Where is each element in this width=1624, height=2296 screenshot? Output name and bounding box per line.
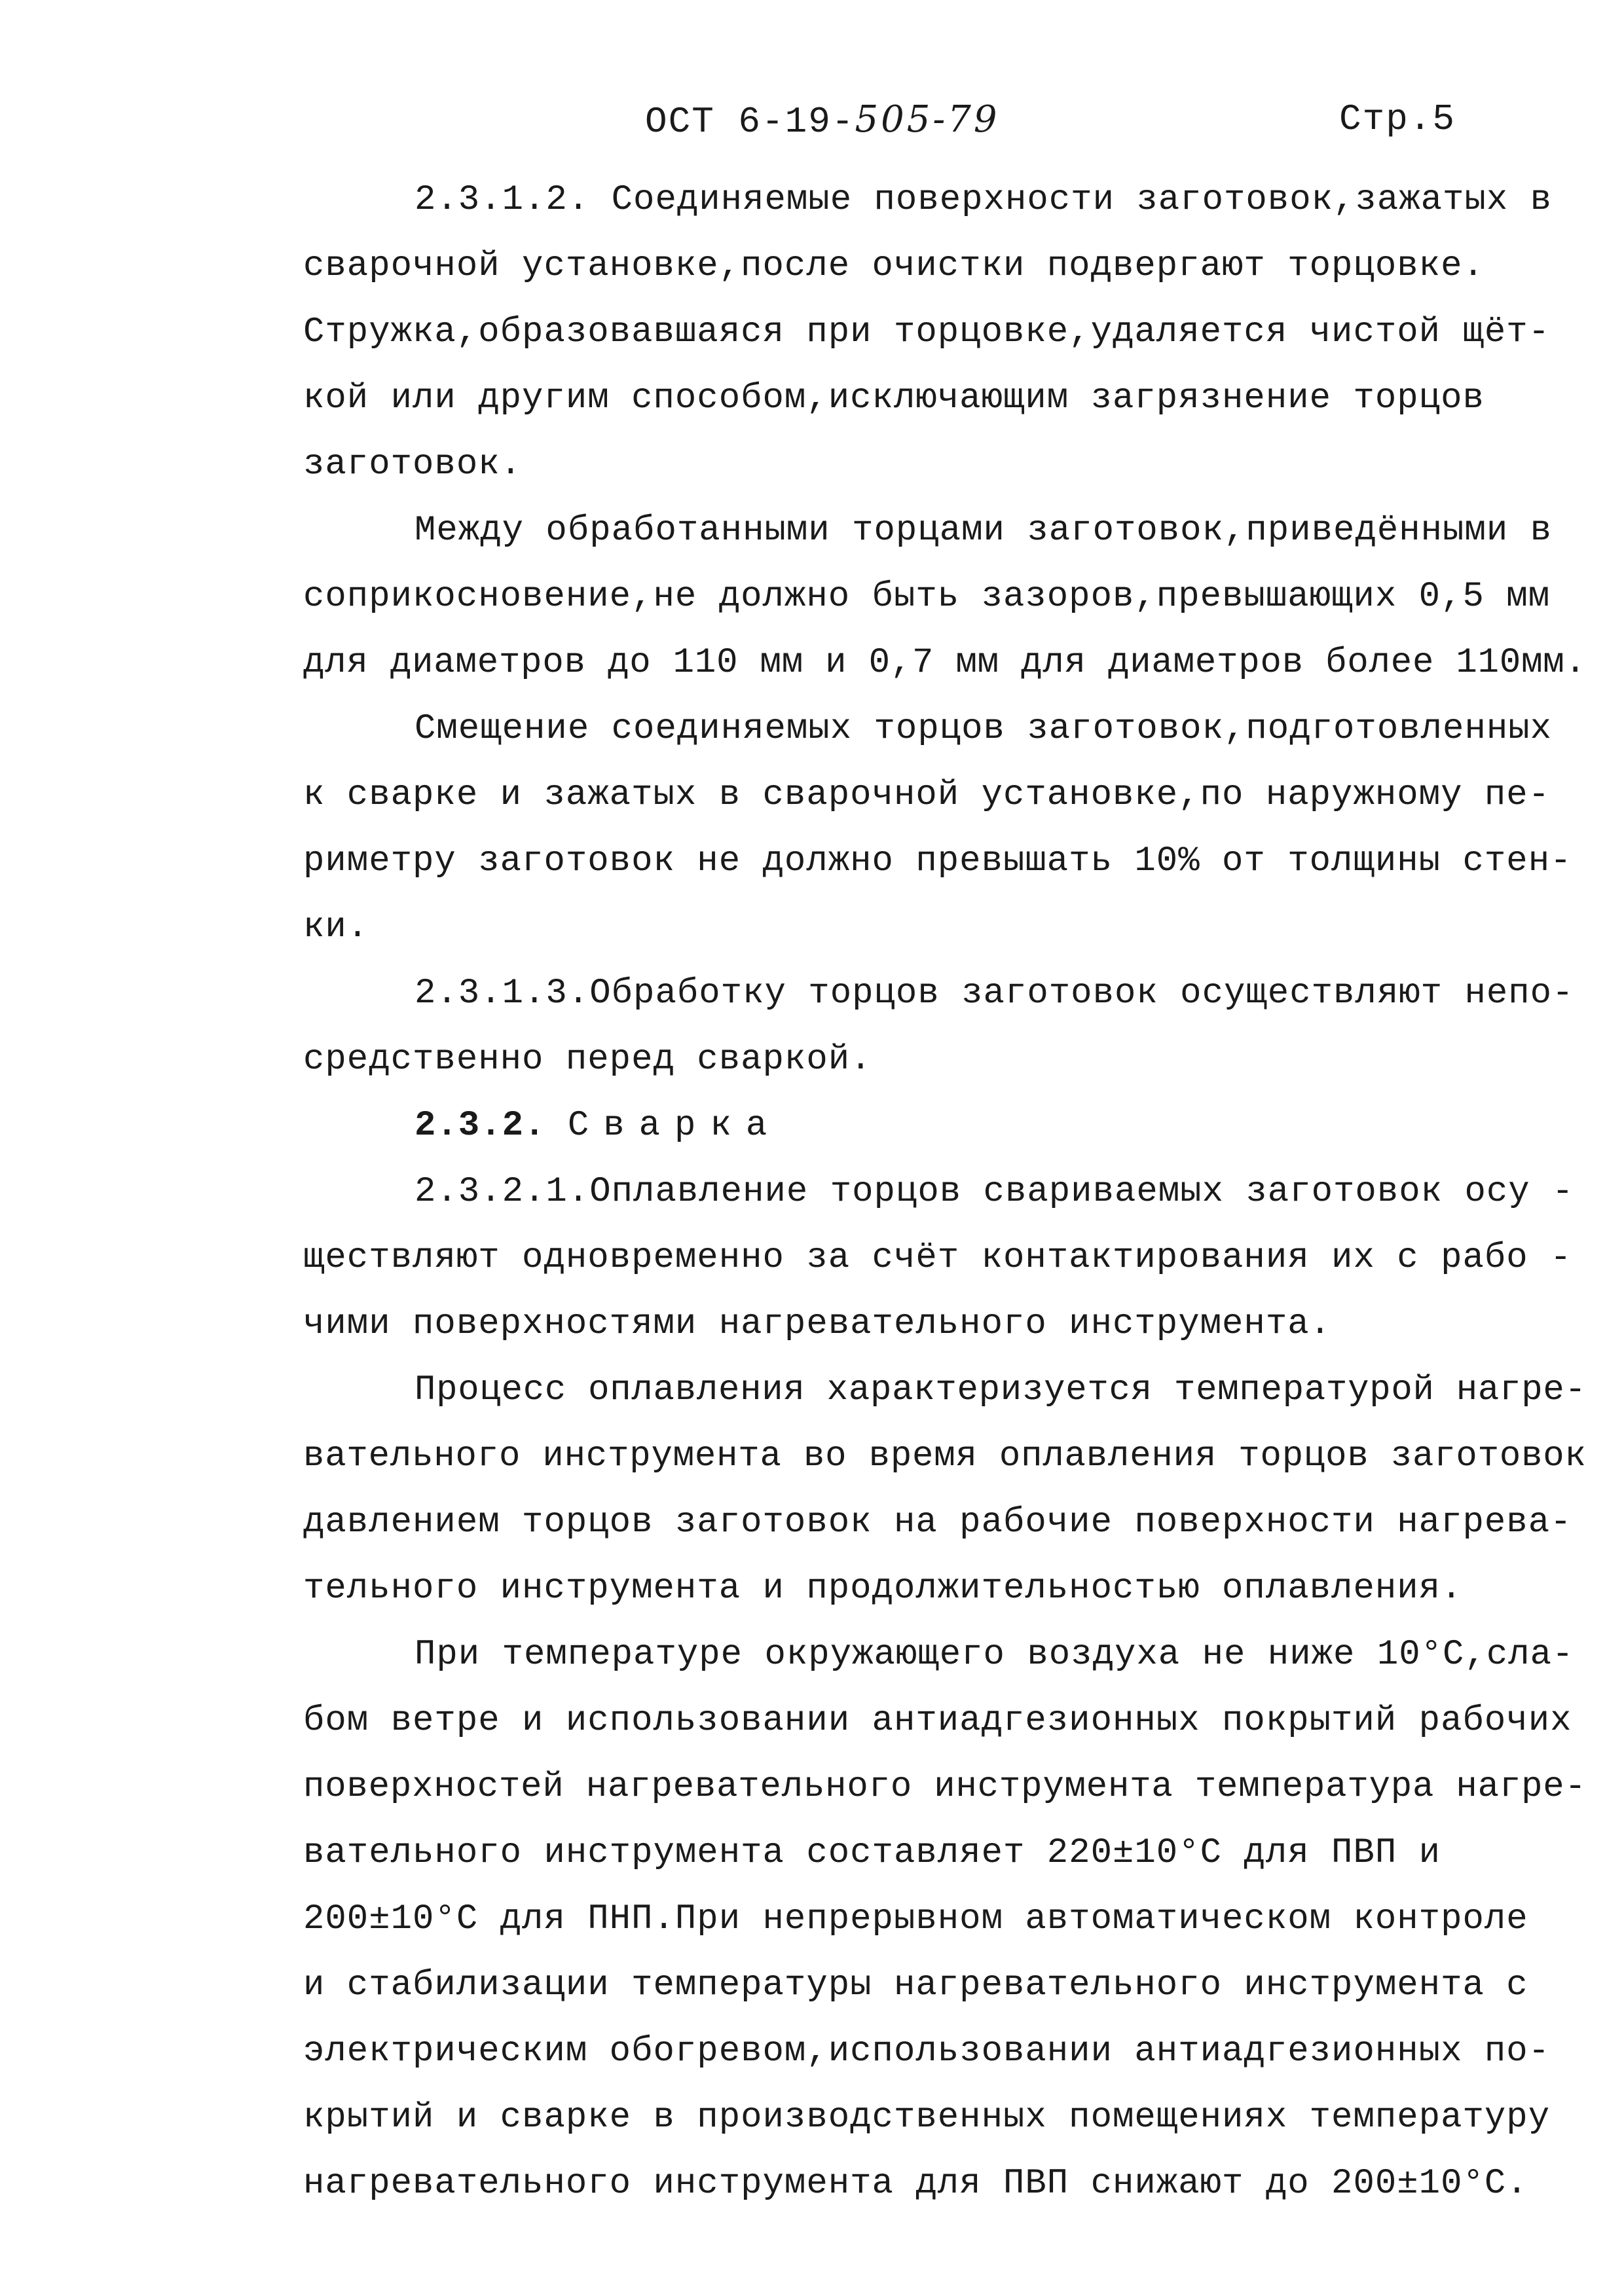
- text-line: электрическим обогревом,использовании антиадгезионных по-: [303, 2032, 1551, 2071]
- paragraph-gap-tolerance: [303, 498, 1587, 696]
- text-line: кой или другим способом,исключающим загрязнение торцов: [303, 378, 1485, 418]
- text-line: При температуре окружающего воздуха не ниже 10°С,сла-: [415, 1635, 1574, 1675]
- text-line: 2.3.2.1.Оплавление торцов свариваемых заготовок осу -: [415, 1172, 1574, 1212]
- text-line: 2.3.1.2. Соединяемые поверхности заготовок,зажатых в: [415, 180, 1553, 220]
- text-line: давлением торцов заготовок на рабочие поверхности нагрева-: [303, 1503, 1572, 1542]
- standard-number-printed: ОСТ 6-19-: [645, 101, 855, 143]
- paragraph-2-3-2-1: [303, 1159, 1587, 1357]
- section-heading: [303, 1093, 1587, 1159]
- page-header: [0, 98, 1624, 157]
- text-line: Между обработанными торцами заготовок,приведёнными в: [415, 511, 1553, 551]
- text-line: Смещение соединяемых торцов заготовок,подготовленных: [415, 709, 1553, 749]
- text-line: Стружка,образовавшаяся при торцовке,удаляется чистой щёт-: [303, 312, 1551, 352]
- paragraph-temperature: [303, 1622, 1587, 2217]
- paragraph-melting-process: [303, 1357, 1587, 1622]
- text-line: вательного инструмента во время оплавления торцов заготовок: [303, 1436, 1587, 1476]
- text-line: 200±10°С для ПНП.При непрерывном автоматическом контроле: [303, 1899, 1528, 1939]
- text-line: бом ветре и использовании антиадгезионных покрытий рабочих: [303, 1701, 1572, 1741]
- text-line: 2.3.1.3.Обработку торцов заготовок осуществляют непо-: [415, 974, 1574, 1013]
- text-line: средственно перед сваркой.: [303, 1040, 872, 1080]
- paragraph-2-3-1-2: [303, 167, 1587, 498]
- text-line: ки.: [303, 907, 369, 947]
- text-line: соприкосновение,не должно быть зазоров,превышающих 0,5 мм: [303, 577, 1551, 617]
- text-line: тельного инструмента и продолжительностью оплавления.: [303, 1569, 1463, 1609]
- page-number: Стр.5: [1339, 98, 1456, 140]
- standard-number-handwritten: 505-79: [855, 98, 1000, 141]
- text-line: заготовок.: [303, 445, 523, 484]
- paragraph-offset-tolerance: [303, 696, 1587, 960]
- standard-number: [645, 98, 1000, 143]
- text-line: чими поверхностями нагревательного инструмента.: [303, 1304, 1332, 1344]
- text-line: нагревательного инструмента для ПВП снижают до 200±10°С.: [303, 2164, 1528, 2204]
- text-line: крытий и сварке в производственных помещениях температуру: [303, 2098, 1551, 2138]
- text-line: и стабилизации температуры нагревательного инструмента с: [303, 1965, 1528, 2005]
- section-number: 2.3.2.: [415, 1106, 546, 1146]
- text-line: вательного инструмента составляет 220±10°С для ПВП и: [303, 1833, 1441, 1873]
- text-line: сварочной установке,после очистки подвергают торцовке.: [303, 246, 1485, 286]
- text-line: риметру заготовок не должно превышать 10% от толщины стен-: [303, 841, 1572, 881]
- paragraph-2-3-1-3: [303, 960, 1587, 1093]
- text-line: Процесс оплавления характеризуется температурой нагре-: [415, 1370, 1587, 1410]
- text-line: ществляют одновременно за счёт контактирования их с рабо -: [303, 1238, 1572, 1278]
- text-line: для диаметров до 110 мм и 0,7 мм для диаметров более 110мм.: [303, 643, 1587, 683]
- text-line: к сварке и зажатых в сварочной установке,по наружному пе-: [303, 775, 1551, 815]
- document-body: [303, 167, 1587, 2217]
- section-title: Сварка: [567, 1106, 782, 1146]
- text-line: поверхностей нагревательного инструмента температура нагре-: [303, 1767, 1587, 1807]
